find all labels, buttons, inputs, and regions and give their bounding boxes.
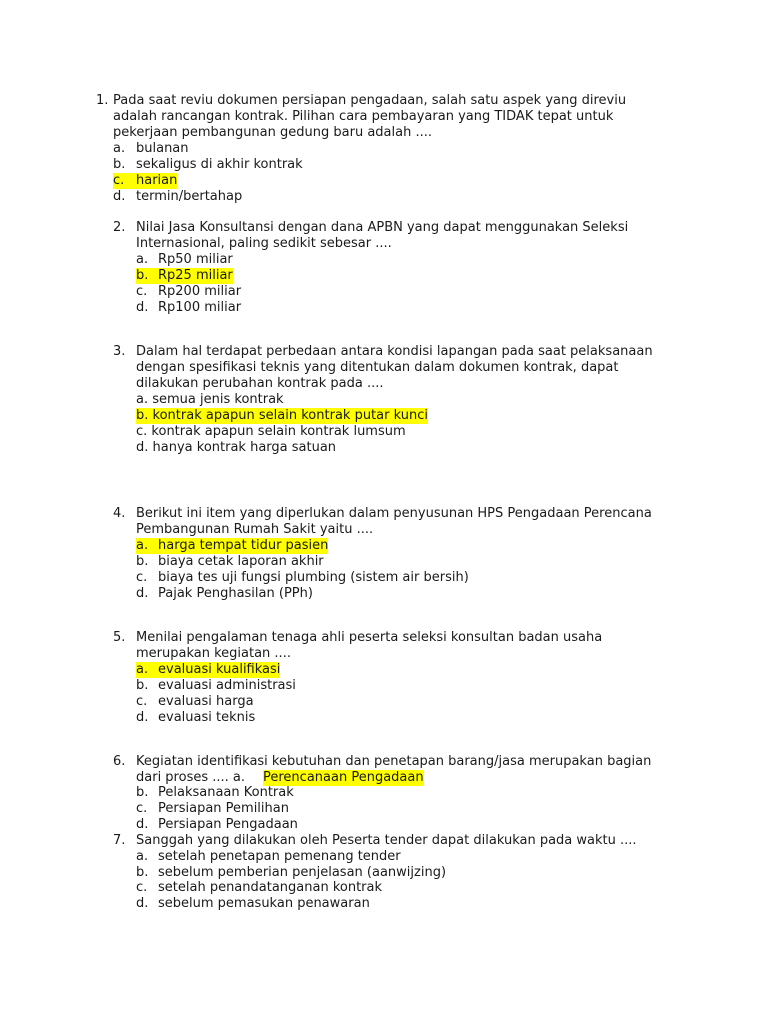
option-letter: c.	[136, 694, 148, 709]
option-text: evaluasi administrasi	[158, 678, 296, 693]
option-letter: d.	[136, 817, 149, 832]
option-text: sebelum pemberian penjelasan (aanwijzing)	[158, 865, 447, 880]
option-text: termin/bertahap	[136, 189, 243, 204]
option-a	[136, 849, 401, 865]
option-text: Pajak Penghasilan (PPh)	[158, 586, 313, 601]
option-letter: a.	[136, 849, 149, 864]
option-d	[136, 710, 255, 726]
question-text-line: Berikut ini item yang diperlukan dalam penyusunan HPS Pengadaan Perencana	[136, 506, 652, 521]
option-letter: a.	[136, 662, 149, 677]
option-text: hanya kontrak harga satuan	[152, 440, 337, 455]
option-letter: c.	[136, 801, 148, 816]
option-b-highlighted	[136, 408, 428, 424]
option-text: harga tempat tidur pasien	[158, 538, 329, 553]
question-number: 7.	[113, 833, 126, 848]
option-letter: d.	[136, 710, 149, 725]
option-text: Persiapan Pemilihan	[158, 801, 289, 816]
option-letter: a.	[136, 392, 149, 407]
option-c-highlighted	[113, 173, 177, 189]
option-a	[136, 392, 284, 408]
option-text: evaluasi harga	[158, 694, 254, 709]
option-c	[136, 801, 289, 817]
question-number: 3.	[113, 344, 126, 359]
option-text: setelah penetapan pemenang tender	[158, 849, 401, 864]
option-a	[136, 252, 233, 268]
question-number: 2.	[113, 220, 126, 235]
option-letter: b.	[136, 865, 149, 880]
option-c	[136, 694, 254, 710]
question-number: 5.	[113, 630, 126, 645]
question-text-line: Dalam hal terdapat perbedaan antara kondisi lapangan pada saat pelaksanaan	[136, 344, 653, 359]
option-letter: c.	[136, 880, 148, 895]
question-number: 4.	[113, 506, 126, 521]
option-letter: a.	[136, 252, 149, 267]
option-c	[136, 284, 241, 300]
option-b	[113, 157, 303, 173]
question-text-line: dilakukan perubahan kontrak pada ....	[136, 376, 384, 391]
option-letter: b.	[136, 785, 149, 800]
option-letter: b.	[136, 268, 149, 283]
option-letter: c.	[136, 570, 148, 585]
option-letter: b.	[113, 157, 126, 172]
option-d	[136, 896, 370, 912]
option-text: evaluasi kualifikasi	[158, 662, 281, 677]
option-text: biaya cetak laporan akhir	[158, 554, 324, 569]
option-a-highlighted	[136, 538, 328, 554]
option-text: Persiapan Pengadaan	[158, 817, 298, 832]
option-b	[136, 554, 324, 570]
option-text: kontrak apapun selain kontrak lumsum	[151, 424, 406, 439]
option-letter: c.	[113, 173, 125, 188]
option-c	[136, 424, 406, 440]
option-c	[136, 880, 382, 896]
option-d	[136, 440, 336, 456]
option-text: sekaligus di akhir kontrak	[136, 157, 303, 172]
option-letter: c.	[136, 424, 148, 439]
option-letter: b.	[136, 678, 149, 693]
option-b-highlighted	[136, 268, 233, 284]
option-text: Rp25 miliar	[158, 268, 233, 283]
option-letter: b.	[136, 408, 149, 423]
question-text-line: Nilai Jasa Konsultansi dengan dana APBN yang dapat menggunakan Seleksi	[136, 220, 629, 235]
option-d	[136, 586, 313, 602]
option-b	[136, 865, 446, 881]
question-text-line: Sanggah yang dilakukan oleh Peserta tender dapat dilakukan pada waktu ....	[136, 833, 637, 848]
option-text: Rp100 miliar	[158, 300, 242, 315]
option-text: Rp50 miliar	[158, 252, 233, 267]
option-text: kontrak apapun selain kontrak putar kunci	[152, 408, 428, 423]
question-text-line: Menilai pengalaman tenaga ahli peserta seleksi konsultan badan usaha	[136, 630, 603, 645]
option-d	[113, 189, 242, 205]
option-a-highlighted: Perencanaan Pengadaan	[263, 770, 424, 785]
option-text: evaluasi teknis	[158, 710, 256, 725]
option-b	[136, 785, 294, 801]
option-letter: c.	[136, 284, 148, 299]
option-text: Pelaksanaan Kontrak	[158, 785, 294, 800]
question-text-line: Pada saat reviu dokumen persiapan pengadaan, salah satu aspek yang direviu	[113, 93, 627, 108]
question-number: 6.	[113, 754, 126, 769]
option-text: semua jenis kontrak	[152, 392, 284, 407]
option-c	[136, 570, 469, 586]
option-b	[136, 678, 296, 694]
option-letter: d.	[113, 189, 126, 204]
option-text: setelah penandatanganan kontrak	[158, 880, 383, 895]
question-text-line: Internasional, paling sedikit sebesar ....	[136, 236, 392, 251]
option-d	[136, 817, 298, 833]
question-text-line: dengan spesifikasi teknis yang ditentukan dalam dokumen kontrak, dapat	[136, 360, 619, 375]
option-letter: d.	[136, 896, 149, 911]
option-text: Rp200 miliar	[158, 284, 242, 299]
question-number: 1.	[96, 93, 109, 108]
question-text-line: adalah rancangan kontrak. Pilihan cara pembayaran yang TIDAK tepat untuk	[113, 109, 614, 124]
question-text-line: Kegiatan identifikasi kebutuhan dan penetapan barang/jasa merupakan bagian	[136, 754, 652, 769]
option-text: biaya tes uji fungsi plumbing (sistem air bersih)	[158, 570, 469, 585]
option-letter: d.	[136, 300, 149, 315]
option-d	[136, 300, 241, 316]
question-text-line: dari proses .... a.	[136, 770, 246, 785]
question-text-line: Pembangunan Rumah Sakit yaitu ....	[136, 522, 374, 537]
option-a	[113, 141, 189, 157]
option-a-highlighted	[136, 662, 280, 678]
question-text-line: pekerjaan pembangunan gedung baru adalah ....	[113, 125, 432, 140]
option-letter: a.	[113, 141, 126, 156]
option-letter: b.	[136, 554, 149, 569]
option-letter: d.	[136, 586, 149, 601]
option-letter: d.	[136, 440, 149, 455]
option-text: harian	[136, 173, 178, 188]
option-text: bulanan	[136, 141, 189, 156]
option-letter: a.	[136, 538, 149, 553]
option-text: sebelum pemasukan penawaran	[158, 896, 370, 911]
question-text-line: merupakan kegiatan ....	[136, 646, 291, 661]
